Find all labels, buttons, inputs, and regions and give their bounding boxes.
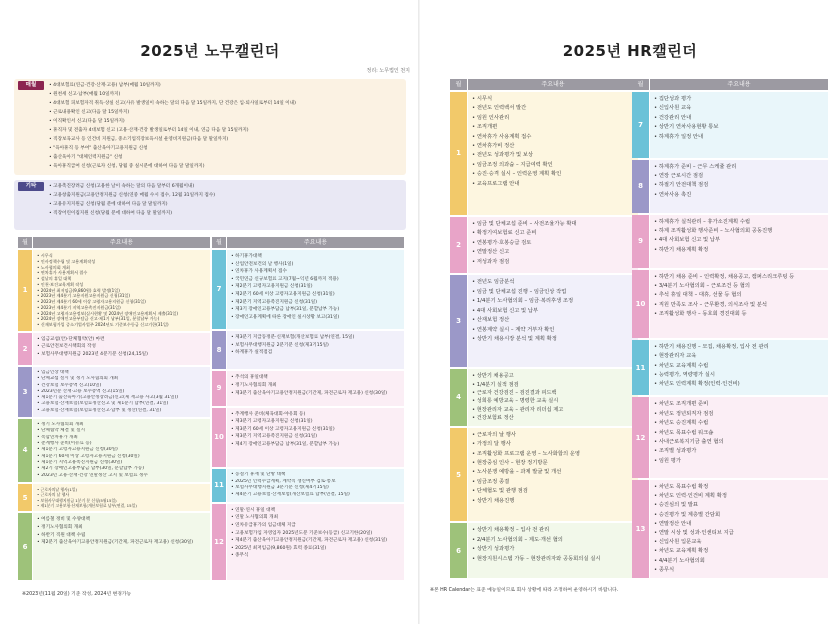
month-item: • 전년도 임금분석 [472,278,634,287]
month-content-9 [650,215,828,268]
month-item: • 상반기 채용확정 – 입사 전 관리 [472,526,634,535]
month-item: • 근로자의 날 행사 [472,431,634,440]
month-item: • 제3기 장애인고용부담금 납부(31일, 분할납부 가능) [231,306,400,314]
monthly-item: • 4대보험 피보험자격 취득·상실 신고(사유 발생일이 속하는 달의 다음 달 15일까지, 단 건강은 입·퇴사일로부터 14일 이내) [49,99,400,108]
month-item: • 근로자 건강검진 – 검진결과 피드백 [472,389,634,397]
month-item: • 확정기여보험료 신고 준비 [472,229,634,238]
month-content-9 [227,371,404,405]
month-item: • 2023년 제4분기 고용지원고용지원금 신청(31일) [37,293,206,299]
month-item: • 제1분기 고령자고용지원금 신청(30일) [37,447,206,453]
month-number: 3 [450,275,467,367]
monthly-item: • 근로내용확인 신고(다음 달 15일까지) [49,108,400,117]
month-item: • 연말 시상 및 성과·인센티브 지급 [654,529,824,538]
month-item: • 4/4분기 노사협의회 [654,557,824,566]
month-items [227,408,404,452]
month-item: • 연차휴가 사용계획서 접수 [231,268,400,276]
month-items [227,469,404,502]
etc-tag: 기타 [18,182,44,191]
month-content-7 [650,92,828,158]
table-header-month: 월 [450,79,467,90]
month-item: • 연차휴가비 정산 [472,142,634,151]
month-number: 7 [632,92,649,158]
etc-item: • 고용창출지원금(고용안정지원금 신청(연중 매월 수시 접수, 12월 31일까지 접수) [49,191,400,200]
month-item: • 2023년 제4분기 지역고용촉진지원금(31일) [37,305,206,311]
month-items [227,250,404,324]
month-content-11 [227,469,404,502]
table-header-month: 월 [18,237,32,248]
month-item: • 여름철 정비 및 수양대책 [37,516,206,524]
month-item: • 차년도 목표수립 확정 [654,483,824,492]
month-item: • 시무식 [37,253,206,259]
month-item: • 임금 및 단체교섭 진행 – 임금인상 작업 [472,288,634,297]
month-item: • 연봉평가·호봉승급 검토 [472,239,634,248]
month-item: • 신재보험가입 증소기업사업주 2024년도 기준보수등급 신고기한(31일) [37,322,206,328]
month-items [33,484,210,512]
month-item: • 추계행사 준비(체육대회·야유회 등) [231,411,400,419]
month-content-2 [468,217,638,274]
month-item: • 연말 노사협의회 개최 [231,514,400,522]
table-header-content: 주요내용 [227,237,404,248]
table-header-month: 월 [632,79,649,90]
month-content-12 [227,504,404,580]
month-number: 5 [450,428,467,522]
month-item: • 복합연차휴가 개최 [37,435,206,441]
month-content-3 [33,367,210,417]
month-item: • 임금 및 단체교섭 준비 – 사전조율가능 확대 [472,220,634,229]
month-item: • 신입사원 교육 [654,104,824,113]
month-item: • 단체협약 체결 및 실시 [37,428,206,434]
month-item: • 보험사무대행지원금 3분기분 신청(제4기15일) [231,485,400,492]
left-footnote: ※2023년(11월 20일) 기준 작성, 2024년 변경가능 [22,592,132,597]
month-number: 4 [450,369,467,426]
month-number: 10 [632,270,649,338]
month-number: 1 [450,92,467,215]
month-items [650,397,828,469]
month-item: • 산업안전보건의 날 행사(1일) [231,261,400,269]
month-item: • 보험사무대행지원금 1분기 분 신청(5월15일) [37,498,206,503]
month-item: • 제1분기 60세 이상 고령자고용지원금 신청(30일) [37,454,206,460]
month-item: • 노사협의회 개최 [37,265,206,271]
month-item: • 상반기 채용진행 [472,497,634,506]
month-items [468,523,638,567]
month-item: • 현장관리자 교육 – 관리자 리더십 제고 [472,406,634,414]
month-items [227,331,404,360]
month-item: • 2023년분 산재·고용 보수총액 신고(15일) [37,389,206,395]
monthly-item: • 육아휴직급여 신청(근로자 신청, 당월 중 실시분에 대하여 다음 달 말일까지) [49,162,400,171]
etc-item: • 고용촉진장려금 신청(고용한 날이 속하는 달의 다음 달부터 6개월이내) [49,182,400,191]
month-item: • 3/4분기 노사협의회 – 근로조건 등 협의 [654,282,824,291]
month-number: 8 [632,160,649,213]
month-item: • 차년도 인력계획 확정(인력·인건비) [654,380,824,389]
month-item: • 종무식 [654,566,824,575]
month-item: • 제2기 장애인고용부담금 납부(30일, 분할납부 가능) [37,466,206,472]
monthly-box [14,79,406,175]
left-page-title: 2025년 노무캘린더 [140,42,280,60]
month-item: • 차년도 인력·인건비 계획 확정 [654,492,824,501]
month-item: • 저성과자 점검 [472,258,634,267]
month-item: • 2/4분기 노사협의회 – 제도·개선 협의 [472,536,634,545]
month-item: • 조직별 성과평가 [654,447,824,456]
month-item: • 2024년 최저임금(9,860원) 효력 발생(1일) [37,288,206,294]
month-item: • 능력평가, 역량평가 실시 [654,371,824,380]
month-item: • 건강보험 보수총액 신고(10일) [37,383,206,389]
month-item: • 상반기 성과평가 [472,545,634,554]
month-item: • 연말정산 안내 [654,520,824,529]
month-item: • 현장지원시스템 가동 – 현장관리자와 공동회의실 실시 [472,555,634,564]
month-item: • 승진평가 및 계층별 간담회 [654,511,824,520]
month-number: 9 [212,371,226,405]
month-items [468,92,638,192]
month-item: • 신입사원 입문교육 [654,538,824,547]
month-item: • 국민연금 신규보험료 고지(7월~익년 6월까지 적용) [231,276,400,284]
month-items [650,270,828,323]
month-content-4 [468,369,638,426]
month-number: 6 [450,523,467,578]
month-items [33,513,210,549]
monthly-item: • 휴직자 및 전출자 4대보험 신고 (고용·산재·건강 발생일로부터 14일 이내, 연금 다음 달 15일까지) [49,126,400,135]
month-item: • 직원 만족도 조사 – 근무환경, 의식조사 및 분석 [654,301,824,310]
month-item: • 4대 사회보험 신고 및 납부 [472,307,634,316]
month-item: • 제2분기 지역고용촉진지원금 신청(31일) [231,299,400,307]
month-item: • 차년도 목표수립 워크숍 [654,429,824,438]
etc-list [14,180,406,220]
month-item: • 차년도 교육계획 확정 [654,547,824,556]
month-item: • 연차유급휴가의 임금대체 지급 [231,522,400,530]
month-items [33,250,210,331]
month-item: • 보험사무대행지원금 2023년 4분기분 신청(24,15일) [37,351,206,359]
month-item: • 2024년 고령자고용정보(실시현황 및 2024년 장애인고용계획서 제출(31일) [37,311,206,317]
month-item: • 제2분기 출산육아기고용안정지원금(기간제, 파견근로자 재고용) 신청(30일) [37,539,206,547]
month-items [650,160,828,204]
month-item: • 근로자의날 행사(1일) [37,487,206,492]
month-item: • 성희롱 예방교육 – 명령한 교육 실시 [472,397,634,405]
monthly-item: • 출산육아기 "대체인력지원금" 신청 [49,153,400,162]
month-item: • 차년도 정년퇴직자 점검 [654,410,824,419]
month-item: • 하계휴가 실적점검 [231,349,400,357]
month-item: • 승진·승격 실시 – 인력운영 계획 확인 [472,170,634,179]
month-item: • 하반기 채용 준비 – 인력확정, 채용공고, 캠퍼스리크루팅 등 [654,273,824,282]
month-items [468,217,638,270]
month-items [33,367,210,417]
month-item: • 춘계행사 준비(이유료 등) [37,441,206,447]
month-number: 12 [212,504,226,580]
month-item: • 연말·연시 휴일 대책 [231,507,400,515]
month-content-10 [650,270,828,338]
month-items [33,419,210,482]
etc-item: • 고용유지지원금 신청(당월 분에 대하여 다음 달 말일까지) [49,200,400,209]
month-item: • 임원 평가 [654,457,824,466]
month-item: • 제4분기 고용보험·산재보험(개산보험료 납부(연결, 15일) [231,492,400,499]
month-item: • 정기노사협의회 개최 [37,524,206,532]
month-content-12 [650,397,828,478]
month-item: • 임원 인사관리 [472,114,634,123]
month-item: • 하기휴가대책 [231,253,400,261]
month-item: • 시무식 [472,95,634,104]
month-items [650,480,828,578]
month-item: • 제2분기 고령자고용지원금 신청(31일) [231,283,400,291]
monthly-item: • "육아휴직 등 부여" 출산육아기고용지원금 신청 [49,144,400,153]
month-item: • 보험사무대행지원금 2분기분 신청(제3기15일) [231,342,400,350]
month-content-6 [33,513,210,580]
month-items [650,215,828,259]
month-item: • 2024년 장애인고용부담금 신고·제1기 납부(31일, 분할납부 가능) [37,316,206,322]
month-content-13 [650,480,828,578]
month-item: • 상반기 채용시장 분석 및 계획 확정 [472,335,634,344]
right-footnote: ※본 HR Calendar는 표준 예능일이므로 회사 상황에 따라 조정하여 운영하시기 바랍니다. [430,588,619,593]
month-content-11 [650,340,828,396]
month-number: 8 [212,331,226,369]
month-item: • 차년도 승진계획 수립 [654,419,824,428]
month-content-1 [468,92,638,215]
month-item: • 연봉계약 실시 – 계약 거부자 확인 [472,326,634,335]
month-number: 9 [632,215,649,268]
month-item: • 연말정산 신고 [472,248,634,257]
etc-item: • 직장어린이집지원 신청(당월 분에 대하여 다음 달 말일까지) [49,209,400,218]
month-items [468,275,638,347]
table-header-month: 월 [212,237,226,248]
month-item: • 상반기 연차사용현황 통보 [654,123,824,132]
month-items [33,333,210,362]
month-item: • 제1분기 출산육아기(고용안정장려금)신고(제 재고용 사고(3월 31일)) [37,395,206,401]
right-page-title: 2025년 HR캘린더 [562,42,698,60]
month-item: • 조직활성화 프로그램 운영 – 노사화합의 운영 [472,450,634,459]
month-item: • 집단성과 평가 [654,95,824,104]
month-number: 2 [450,217,467,274]
etc-box [14,180,406,230]
month-item: • 전년도 인력백서 발간 [472,104,634,113]
month-item: • 노사분쟁 예방을 – 과제 발굴 및 개선 [472,468,634,477]
month-item: • 제3분기 지역고용촉진지원금 신청(31일) [231,433,400,441]
month-number: 13 [632,480,649,578]
month-item: • 하계 조직활성화 행사준비 – 노사협의회 공동진행 [654,227,824,236]
table-header-content: 주요내용 [650,79,828,90]
month-item: • 연장 근로시간 점검 [654,172,824,181]
month-item: • 전년도 성과평가 및 보상 [472,151,634,160]
month-item: • 1/4분기 노사협의회 – 임금·복리후생 조정 [472,297,634,306]
month-item: • 설날의 휴일 대책 [37,276,206,282]
month-item: • 제2분기 60세 이상 고령자고용지원금 신청(31일) [231,291,400,299]
month-item: • 인사정책수립 및 고용계획작성 [37,259,206,265]
month-item: • 하계휴가 실적관리 – 휴가소진계획 수립 [654,218,824,227]
month-number: 10 [212,408,226,467]
month-content-7 [227,250,404,329]
month-items [468,369,638,426]
month-item: • 정기노사협의회 개최 [231,382,400,390]
month-item: • 상반기 채용공고 [472,372,634,380]
month-item: • 조직활성화 행사 – 동호회 경진대회 등 [654,310,824,319]
month-number: 12 [632,397,649,478]
month-number: 1 [18,250,32,331]
month-item: • 근로안전보건시책회의 작성 [37,343,206,351]
source-credit: 정리: 노무법인 천지 [366,68,410,74]
month-item: • 제4기 장애인고용부담금 납부(31일, 분할납부 가능) [231,441,400,449]
month-content-2 [33,333,210,365]
month-item: • 단체협도 및 관행 점검 [472,487,634,496]
month-item: • 2025년 최저임금(9,860원) 효력 종료(31일) [231,545,400,553]
month-item: • 동절기 휴재 및 난방 대책 [231,472,400,479]
month-item: • 하절기 안전대책 점검 [654,181,824,190]
month-items [227,371,404,400]
month-item: • 임금교섭(안)·단체협약(안) 마련 [37,336,206,344]
month-item: • 현장관리자 교육 [654,352,824,361]
month-item: • 인천·보건교육계획 작성 [37,282,206,288]
month-item: • 가정의 달 행사 [472,440,634,449]
month-item: • 추석의 휴일대책 [231,374,400,382]
month-number: 7 [212,250,226,329]
month-item: • 교육프로그램 안내 [472,180,634,189]
month-item: • 추석 휴일 대책 – 대휴, 선물 등 협의 [654,291,824,300]
month-item: • 임금인상 대책 [37,370,206,376]
monthly-item: • 원천세 신고·납부(매월 10일까지) [49,90,400,99]
month-item: • 사내근로복지기금 출연 협의 [654,438,824,447]
month-item: • 제3분기 60세 이상 고령자고용지원금 신청(31일) [231,426,400,434]
monthly-item: • 이직확인서 신고(다음 달 15일까지) [49,117,400,126]
month-content-10 [227,408,404,467]
month-number: 3 [18,367,32,417]
month-number: 11 [212,469,226,502]
monthly-item: • 4대보험료(연금·건강·산재·고용) 납부(매월 10일까지) [49,81,400,90]
month-number: 11 [632,340,649,396]
month-content-1 [33,250,210,331]
month-item: • 차년도 조직개편 준비 [654,400,824,409]
month-item: • 하반기 직원 대책 수립 [37,532,206,540]
month-item: • 제3분기 출산육아기고용안정지원금(기간제, 파견근로자 재고용) 신청(30일) [231,390,400,398]
month-item: • 연차사용 촉진 [654,191,824,200]
month-item: • 산재보험 정산 [472,316,634,325]
table-header-content: 주요내용 [468,79,638,90]
month-number: 6 [18,513,32,580]
month-item: • 제3분기 고령자고용지원금 신청(31일) [231,418,400,426]
month-item: • 건강관리 안내 [654,114,824,123]
month-item: • 고용보험·산재보험(보험료정산신고 및 제1분기 납부(연결, 31일) [37,401,206,407]
month-item: • 4대 사회보험 신고 및 납부 [654,236,824,245]
month-item: • 하반기 채용진행 – 모집, 채용확정, 입사 전 관리 [654,343,824,352]
month-content-3 [468,275,638,367]
month-item: • 임금조정 의과슘 – 지급여력 확인 [472,161,634,170]
month-item: • 장애인고용계획에 따른 장애인 실시상황 보고(31일) [231,314,400,322]
month-item: • 연차휴가 사용계획 접수 [472,133,634,142]
month-item: • 단체교섭 실시 및 정기 노사협의회 개최 [37,376,206,382]
month-item: • 고용보험가입 자영업자 2025년도분 기준보수(등급) 신고기한(20일) [231,530,400,538]
month-items [468,428,638,509]
month-number: 5 [18,484,32,512]
monthly-item: • 직장보육교사 등 인건비 지원금, 중소기업직장보육시설 운영비지원금(다음 달 말일까지) [49,135,400,144]
month-item: • 종무식 [231,552,400,560]
month-item: • 차년도 교육계획 수립 [654,362,824,371]
month-item: • 고용보험·산재보험(보험료정산신고·납부 및 정산(연결, 31일) [37,408,206,414]
month-item: • 1/4분기 실적 점검 [472,381,634,389]
table-header-content: 주요내용 [33,237,210,248]
month-item: • 정기 노사협의회 개최 [37,422,206,428]
month-item: • 2023년 고용·산재·건강 연말정산 고지 및 보험료 정수 [37,473,206,479]
month-item: • 하반기 채용계획 확정 [654,246,824,255]
month-content-6 [468,523,638,578]
month-number: 2 [18,333,32,365]
month-number: 4 [18,419,32,482]
month-item: • 2023년 제4분기 60세 이상 고령자고용지원금 신청(31일) [37,299,206,305]
monthly-tag: 매월 [18,81,44,90]
month-item: • 임금조정 종결 [472,478,634,487]
month-item: • 제1분기 고용보험·산재보험(개산보험료 납부(연결, 15일) [37,503,206,508]
month-items [650,340,828,393]
month-item: • 2025년 인력수급계획, 계약직 갱신여부 검토·통보 [231,479,400,486]
month-item: • 승진심의 및 발표 [654,501,824,510]
month-item: • 조직개편 [472,123,634,132]
month-content-8 [227,331,404,369]
monthly-list [14,79,406,173]
month-content-5 [33,484,210,512]
month-item: • 제1분기 지역고용촉진지원금 신청(30일) [37,460,206,466]
month-item: • 하계휴가 일정 안내 [654,133,824,142]
month-content-8 [650,160,828,213]
month-item: • 하계휴가 준비 – 근무 스케쥴 관리 [654,163,824,172]
month-content-5 [468,428,638,522]
month-item: • 건강보험료 정산 [472,414,634,422]
right-page [420,0,840,624]
month-content-4 [33,419,210,482]
month-items [650,92,828,145]
month-item: • 제4분기 출산육아기고용안정지원금(기간제, 파견근로자 재고용) 신청(31일) [231,537,400,545]
month-items [227,504,404,563]
month-item: • 제3분기 지급동정분·신재보험(개산보험료 납부(연결, 15일) [231,334,400,342]
month-item: • 근로자의 날 행사 [37,492,206,497]
month-item: • 연차휴가 사용계획서 접수 [37,270,206,276]
month-item: • 현장중심 인사 – 현장 정기방문 [472,459,634,468]
